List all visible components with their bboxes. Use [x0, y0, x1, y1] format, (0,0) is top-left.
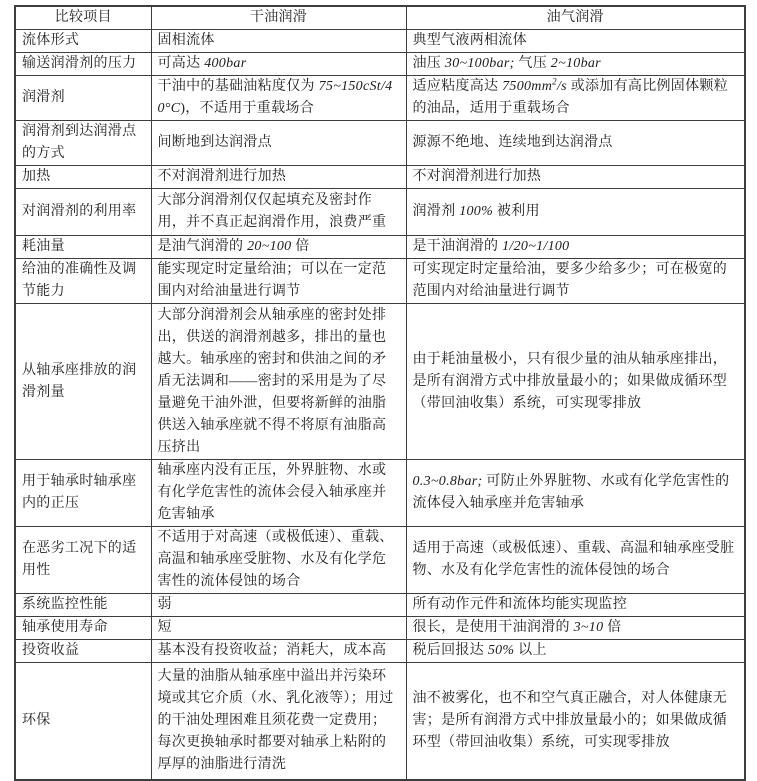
dry-oil-value-cell: 弱	[151, 594, 406, 617]
dry-oil-value-cell: 轴承座内没有正压，外界脏物、水或有化学危害性的流体会侵入轴承座并危害轴承	[151, 460, 406, 527]
dry-oil-value-cell: 是油气润滑的 20~100 倍	[151, 236, 406, 259]
table-body	[15, 30, 745, 780]
table-row	[15, 640, 745, 663]
row-item-label-cell: 给油的准确性及调节能力	[15, 259, 151, 304]
row-item-label-cell: 用于轴承时轴承座内的正压	[15, 460, 151, 527]
dry-oil-value-cell: 固相流体	[151, 30, 406, 53]
table-row	[15, 121, 745, 166]
table-row	[15, 663, 745, 780]
oil-air-value-cell: 税后回报达 50% 以上	[406, 640, 745, 663]
dry-oil-value-cell: 不对润滑剂进行加热	[151, 166, 406, 189]
dry-oil-value-cell: 不适用于对高速（或极低速）、重载、高温和轴承座受脏物、水及有化学危害性的流体侵蚀的场合	[151, 527, 406, 594]
dry-oil-value-cell: 大部分润滑剂会从轴承座的密封处排出，供送的润滑剂越多，排出的量也越大。轴承座的密封和供油之间的矛盾无法调和——密封的采用是为了尽量避免干油外泄，但要将新鲜的油脂供送入轴承座就不得不将原有油脂高压挤出	[151, 304, 406, 460]
row-item-label-cell: 系统监控性能	[15, 594, 151, 617]
row-item-label-cell: 输送润滑剂的压力	[15, 53, 151, 76]
table-row	[15, 189, 745, 236]
row-item-label-cell: 耗油量	[15, 236, 151, 259]
table-row	[15, 527, 745, 594]
oil-air-value-cell: 适用于高速（或极低速）、重载、高温和轴承座受脏物、水及有化学危害性的流体侵蚀的场合	[406, 527, 745, 594]
row-item-label-cell: 从轴承座排放的润滑剂量	[15, 304, 151, 460]
dry-oil-value-cell: 大量的油脂从轴承座中溢出并污染环境或其它介质（水、乳化液等）；用过的干油处理困难且须花费一定费用；每次更换轴承时都要对轴承上粘附的厚厚的油脂进行清洗	[151, 663, 406, 780]
oil-air-value-cell: 0.3~0.8bar; 可防止外界脏物、水或有化学危害性的流体侵入轴承座并危害轴承	[406, 460, 745, 527]
row-item-label-cell: 环保	[15, 663, 151, 780]
row-item-label-cell: 加热	[15, 166, 151, 189]
dry-oil-value-cell: 间断地到达润滑点	[151, 121, 406, 166]
table-row	[15, 617, 745, 640]
table-row	[15, 76, 745, 121]
table-row	[15, 166, 745, 189]
dry-oil-value-cell: 基本没有投资收益；消耗大，成本高	[151, 640, 406, 663]
dry-oil-value-cell: 可高达 400bar	[151, 53, 406, 76]
table-row	[15, 460, 745, 527]
row-item-label-cell: 轴承使用寿命	[15, 617, 151, 640]
oil-air-value-cell: 很长，是使用干油润滑的 3~10 倍	[406, 617, 745, 640]
header-dry-oil-lubrication: 干油润滑	[151, 6, 406, 30]
oil-air-value-cell: 是干油润滑的 1/20~1/100	[406, 236, 745, 259]
table-row	[15, 236, 745, 259]
oil-air-value-cell: 油不被雾化，也不和空气真正融合，对人体健康无害；是所有润滑方式中排放量最小的；如果做成循环型（带回油收集）系统，可实现零排放	[406, 663, 745, 780]
dry-oil-value-cell: 干油中的基础油粘度仅为 75~150cSt/40°C)，不适用于重载场合	[151, 76, 406, 121]
table-row	[15, 53, 745, 76]
dry-oil-value-cell: 短	[151, 617, 406, 640]
oil-air-value-cell: 源源不绝地、连续地到达润滑点	[406, 121, 745, 166]
oil-air-value-cell: 不对润滑剂进行加热	[406, 166, 745, 189]
header-compare-item: 比较项目	[15, 6, 151, 30]
row-item-label-cell: 润滑剂	[15, 76, 151, 121]
oil-air-value-cell: 典型气液两相流体	[406, 30, 745, 53]
dry-oil-value-cell: 大部分润滑剂仅仅起填充及密封作用，并不真正起润滑作用，浪费严重	[151, 189, 406, 236]
row-item-label-cell: 在恶劣工况下的适用性	[15, 527, 151, 594]
dry-oil-value-cell: 能实现定时定量给油；可以在一定范围内对给油量进行调节	[151, 259, 406, 304]
table-row	[15, 259, 745, 304]
oil-air-value-cell: 由于耗油量极小，只有很少量的油从轴承座排出，是所有润滑方式中排放量最小的；如果做成循环型（带回油收集）系统，可实现零排放	[406, 304, 745, 460]
table-row	[15, 594, 745, 617]
row-item-label-cell: 对润滑剂的利用率	[15, 189, 151, 236]
table-row	[15, 304, 745, 460]
table-row	[15, 30, 745, 53]
oil-air-value-cell: 所有动作元件和流体均能实现监控	[406, 594, 745, 617]
lubrication-comparison-table	[14, 5, 746, 781]
row-item-label-cell: 润滑剂到达润滑点的方式	[15, 121, 151, 166]
oil-air-value-cell: 润滑剂 100% 被利用	[406, 189, 745, 236]
oil-air-value-cell: 油压 30~100bar; 气压 2~10bar	[406, 53, 745, 76]
row-item-label-cell: 流体形式	[15, 30, 151, 53]
header-oil-air-lubrication: 油气润滑	[406, 6, 745, 30]
row-item-label-cell: 投资收益	[15, 640, 151, 663]
header-row	[15, 6, 745, 30]
oil-air-value-cell: 适应粘度高达 $7500mm^2/s$ 或添加有高比例固体颗粒的油品，适用于重载场合	[406, 76, 745, 121]
oil-air-value-cell: 可实现定时定量给油，要多少给多少；可在极宽的范围内对给油量进行调节	[406, 259, 745, 304]
